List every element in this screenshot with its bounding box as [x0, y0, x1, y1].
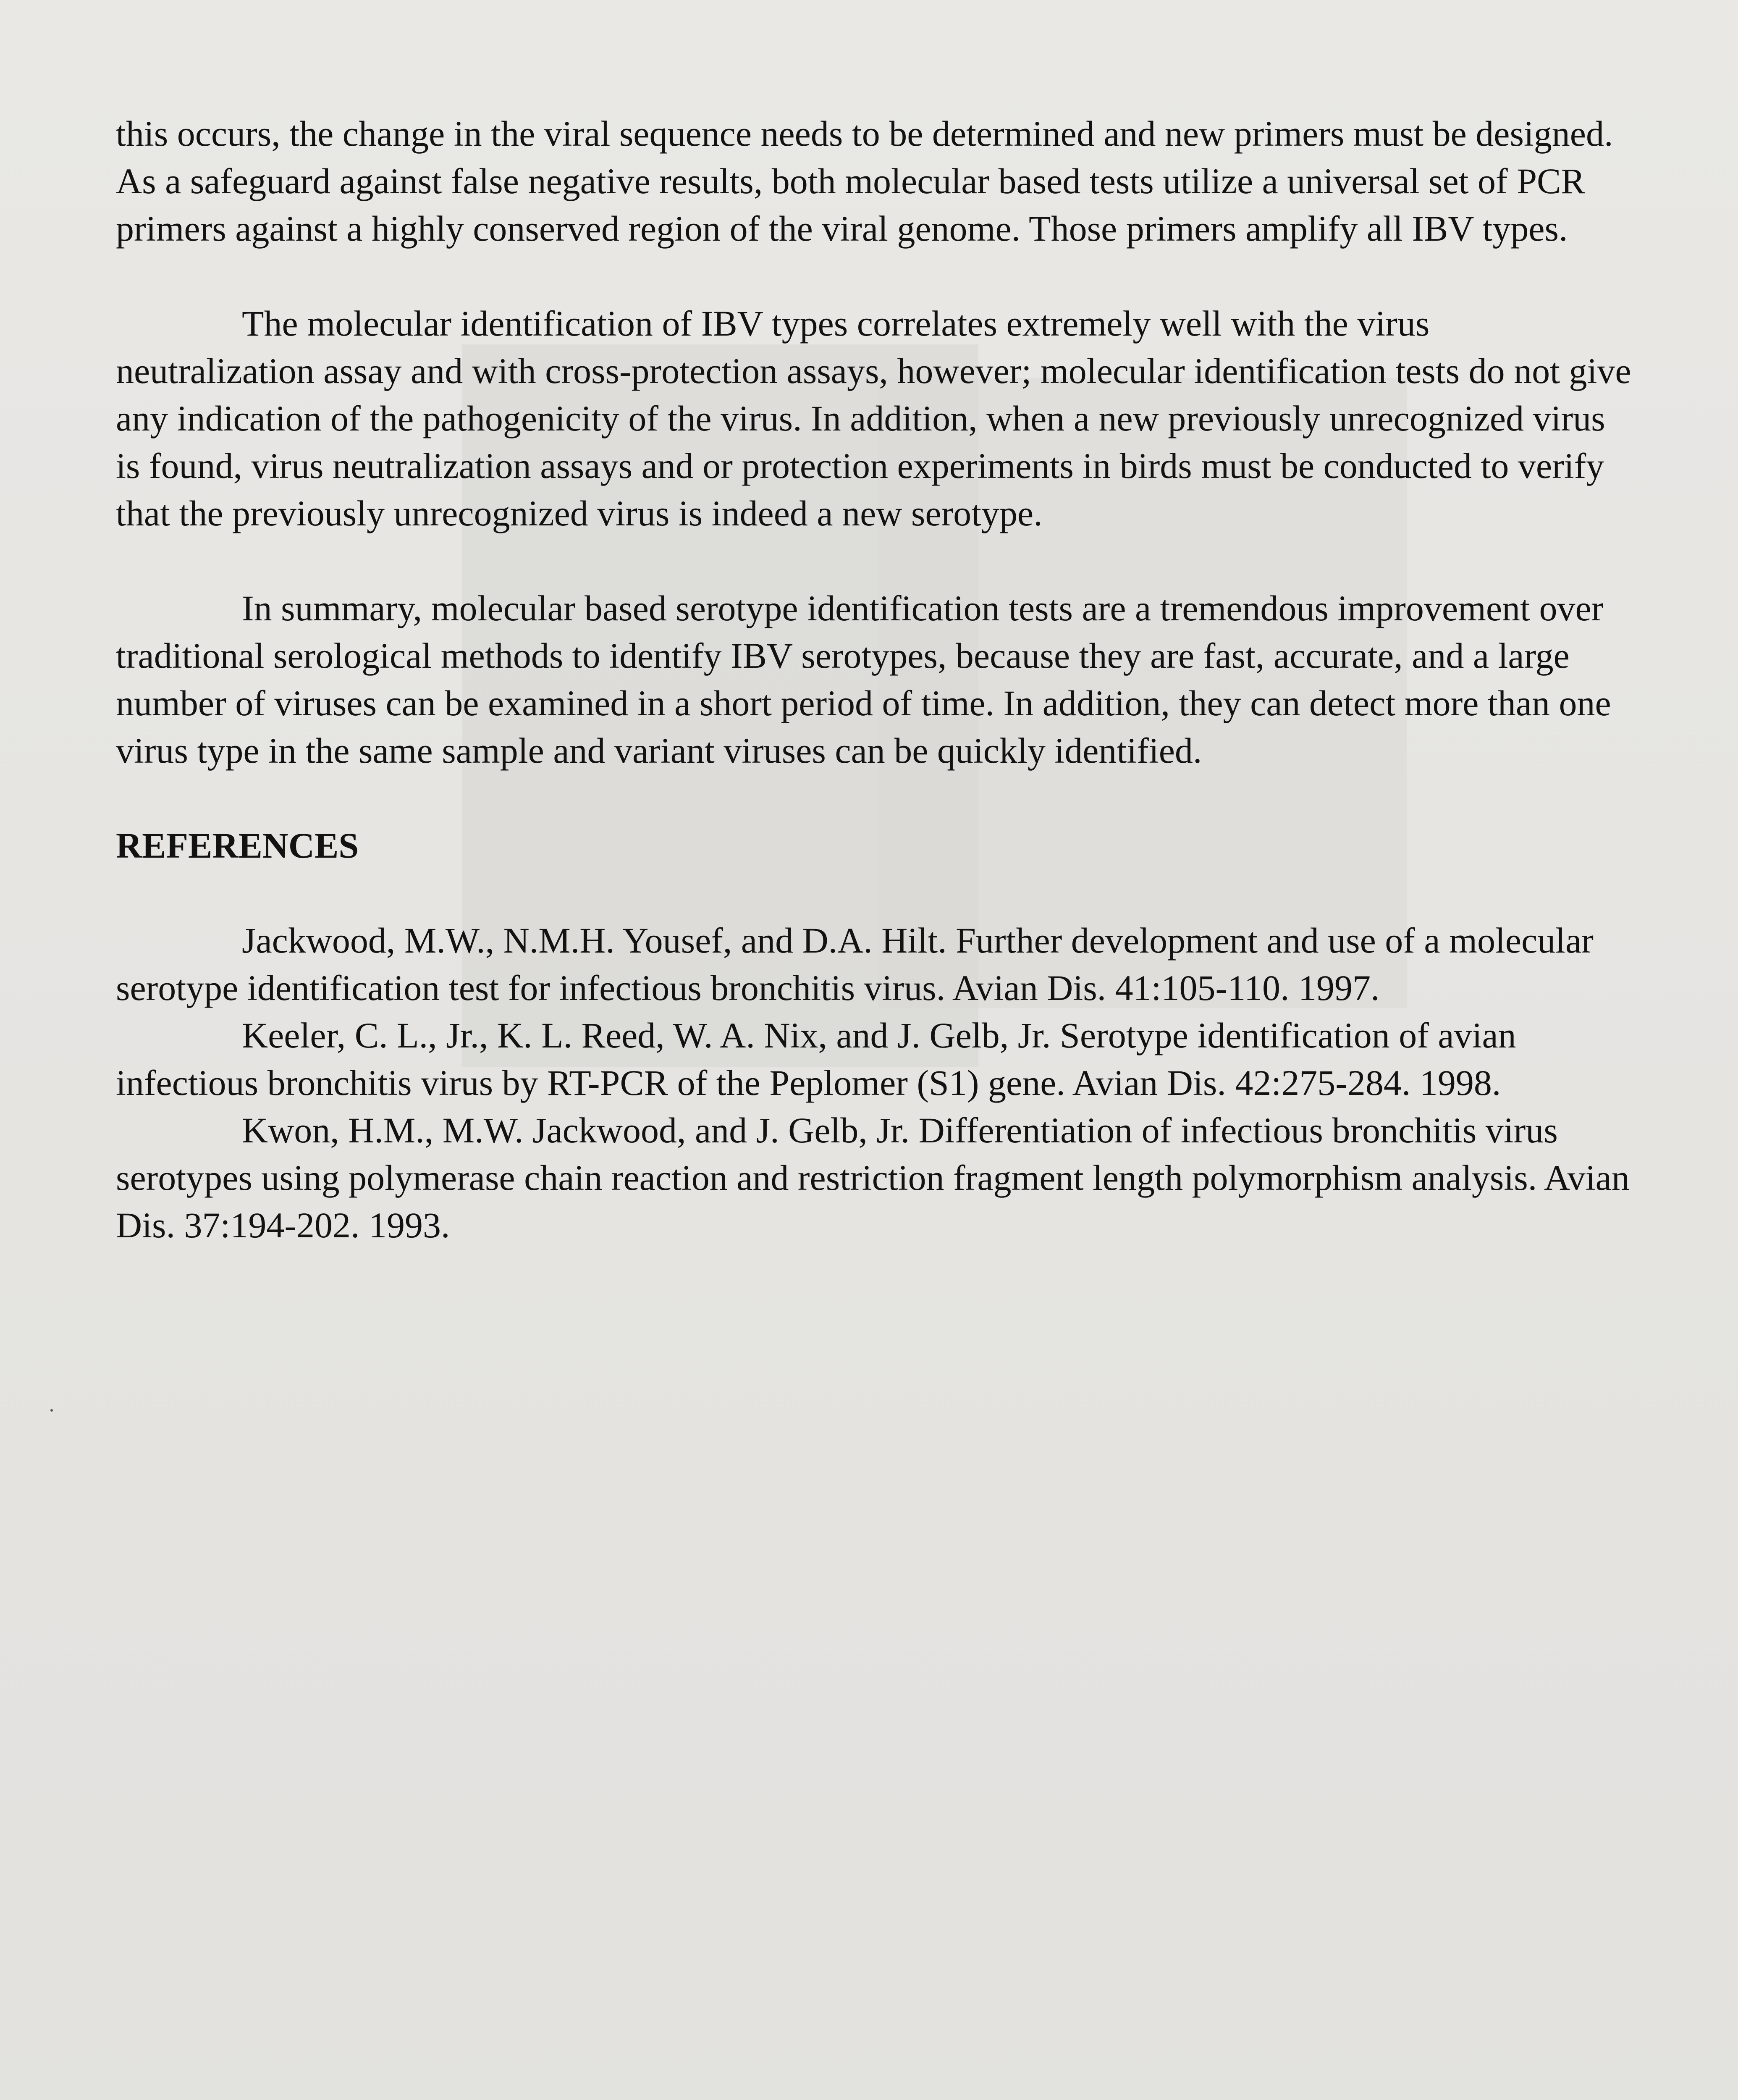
reference-item-keeler: Keeler, C. L., Jr., K. L. Reed, W. A. Nix, and J. Gelb, Jr. Serotype identification of avian infectious bronchitis virus by RT-PCR of the Peplomer (S1) gene. Avian Dis. 42:275-284. 1998.	[116, 1015, 1516, 1103]
body-paragraph-molecular-identification: The molecular identification of IBV types correlates extremely well with the virus neutralization assay and with cross-protection assays, however; molecular identification tests do not give any indication of the pathogenicity of the virus. In addition, when a new previously unrecognized virus is found, virus neutralization assays and or protection experiments in birds must be conducted to verify that the previously unrecognized virus is indeed a new serotype.	[116, 303, 1631, 533]
body-paragraph-summary: In summary, molecular based serotype identification tests are a tremendous improvement over traditional serological methods to identify IBV serotypes, because they are fast, accurate, and a large number of viruses can be examined in a short period of time. In addition, they can detect more than one virus type in the same sample and variant viruses can be quickly identified.	[116, 588, 1611, 771]
references-heading: REFERENCES	[116, 825, 359, 866]
reference-item-kwon: Kwon, H.M., M.W. Jackwood, and J. Gelb, Jr. Differentiation of infectious bronchitis virus serotypes using polymerase chain reaction and restriction fragment length polymorphism analysis. Avian Dis. 37:194-202. 1993.	[116, 1110, 1630, 1245]
references-list	[116, 917, 1636, 1249]
document-body	[116, 110, 1636, 1249]
scan-speck	[50, 1409, 53, 1412]
reference-item-jackwood: Jackwood, M.W., N.M.H. Yousef, and D.A. Hilt. Further development and use of a molecular serotype identification test for infectious bronchitis virus. Avian Dis. 41:105-110. 1997.	[116, 920, 1594, 1008]
body-paragraph-continuation: this occurs, the change in the viral sequence needs to be determined and new primers must be designed. As a safeguard against false negative results, both molecular based tests utilize a universal set of PCR primers against a highly conserved region of the viral genome. Those primers amplify all IBV types.	[116, 113, 1613, 249]
